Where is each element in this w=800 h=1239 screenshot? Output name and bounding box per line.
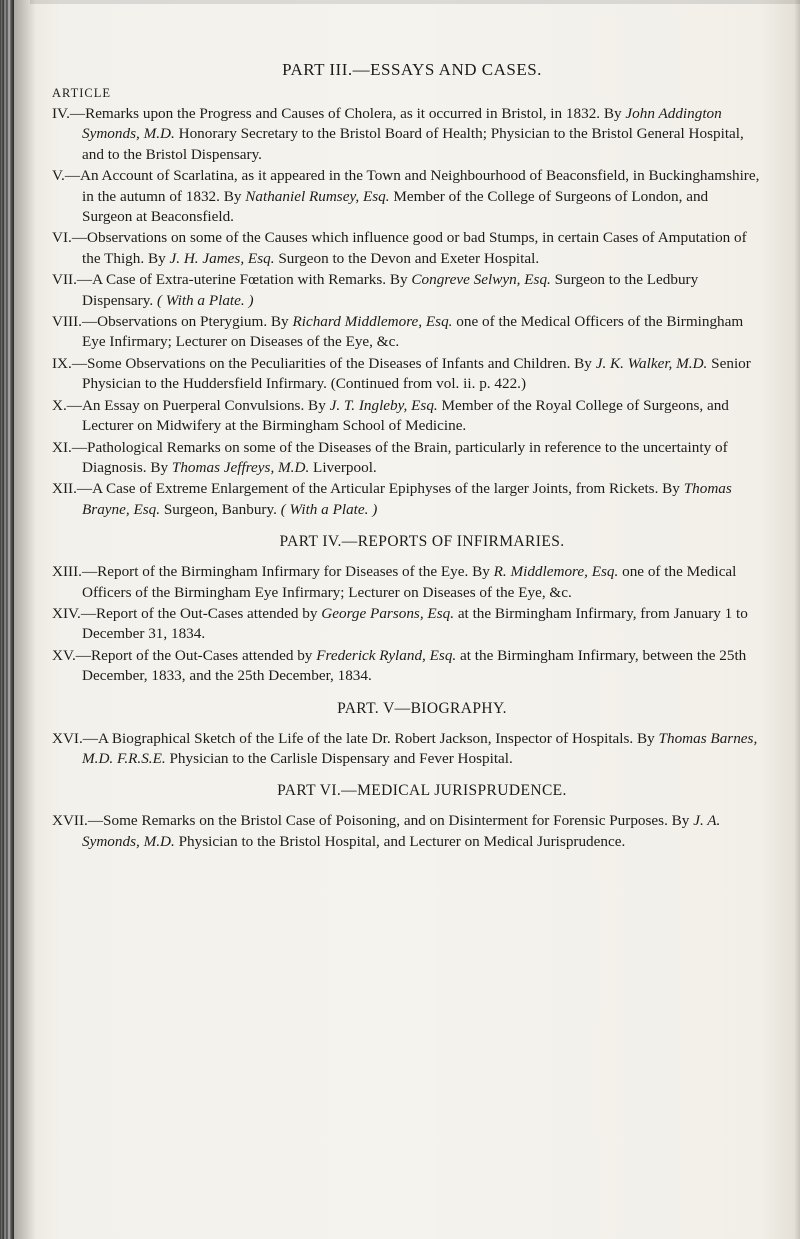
part-vi-heading: PART VI.—MEDICAL JURISPRUDENCE.	[277, 782, 567, 800]
entry-number: X.	[52, 396, 67, 414]
entry-number: VIII.	[52, 313, 82, 331]
gutter-shadow	[14, 0, 36, 1239]
entry-description: —Pathological Remarks on some of the Diseases of the Brain, particularly in reference to the uncertainty of Diagnosis. By	[71, 438, 728, 476]
entry-affiliation: Physician to the Carlisle Dispensary and Fever Hospital.	[165, 749, 513, 767]
entry-affiliation: Surgeon to the Ledbury Dispensary.	[82, 271, 699, 309]
entry-author: J. H. James, Esq.	[169, 249, 275, 267]
entry-number: VI.	[52, 229, 72, 247]
entry-description: —An Account of Scarlatina, as it appeared in the Town and Neighbourhood of Beaconsfield, in Buckinghamshire, in the autumn of 1832. By	[64, 167, 760, 205]
entry-xv	[52, 646, 762, 687]
entry-number: VII.	[52, 271, 77, 289]
entry-number: XVII.	[52, 812, 88, 830]
entry-affiliation: Senior Physician to the Huddersfield Infirmary. (Continued from vol. ii. p. 422.)	[82, 354, 751, 393]
entry-author: J. A. Symonds, M.D.	[82, 812, 721, 850]
entry-affiliation: Honorary Secretary to the Bristol Board of Health; Physician to the Bristol General Hospital, and to the Bristol Dispensary.	[82, 125, 744, 163]
entry-author: Congreve Selwyn, Esq.	[411, 271, 551, 289]
contents-listing	[52, 60, 762, 852]
entry-affiliation: Member of the College of Surgeons of London, and Surgeon at Beaconsfield.	[82, 187, 709, 226]
entry-description: —Observations on Pterygium. By	[81, 313, 293, 331]
entry-description: —Some Observations on the Peculiarities of the Diseases of Infants and Children. By	[71, 354, 596, 372]
entry-vii	[52, 270, 762, 311]
entry-author: Thomas Barnes, M.D. F.R.S.E.	[82, 729, 758, 767]
part-iv-heading: PART IV.—REPORTS OF INFIRMARIES.	[279, 533, 565, 551]
entry-affiliation: one of the Medical Officers of the Birmingham Eye Infirmary; Lecturer on Diseases of the Eye, &c.	[82, 563, 737, 601]
entry-number: IV.	[52, 105, 70, 122]
entry-affiliation: Physician to the Bristol Hospital, and Lecturer on Medical Jurisprudence.	[174, 832, 626, 850]
entry-affiliation: at the Birmingham Infirmary, between the 25th December, 1833, and the 25th December, 1834.	[82, 646, 747, 685]
plate-note: ( With a Plate. )	[156, 291, 254, 309]
right-edge	[794, 0, 800, 1239]
part-iii-heading: PART III.—ESSAYS AND CASES.	[282, 60, 542, 79]
entry-number: XIV.	[52, 604, 81, 622]
entry-affiliation: one of the Medical Officers of the Birmingham Eye Infirmary; Lecturer on Diseases of the Eye, &c.	[82, 313, 744, 351]
entry-description: —A Case of Extra-uterine Fœtation with Remarks. By	[76, 271, 412, 289]
entry-description: —Remarks upon the Progress and Causes of Cholera, as it occurred in Bristol, in 1832. By	[69, 105, 626, 122]
entry-affiliation: at the Birmingham Infirmary, from January 1 to December 31, 1834.	[82, 604, 748, 643]
entry-author: Thomas Brayne, Esq.	[82, 480, 732, 518]
entry-vi	[52, 228, 762, 269]
entry-affiliation: Liverpool.	[309, 458, 377, 476]
entry-author: J. T. Ingleby, Esq.	[329, 396, 438, 414]
part-v-heading: PART. V—BIOGRAPHY.	[337, 699, 507, 717]
entry-author: George Parsons, Esq.	[321, 604, 455, 622]
entry-description: —Observations on some of the Causes which influence good or bad Stumps, in certain Cases of Amputation of the Thigh. By	[71, 229, 747, 267]
entry-number: XVI.	[52, 729, 83, 747]
entry-xiv	[52, 604, 762, 645]
entry-number: V.	[52, 167, 65, 185]
entry-author: Nathaniel Rumsey, Esq.	[245, 187, 390, 205]
entry-xii	[52, 479, 762, 520]
entry-description: —A Case of Extreme Enlargement of the Articular Epiphyses of the larger Joints, from Rickets. By	[76, 480, 684, 498]
entry-affiliation: Member of the Royal College of Surgeons, and Lecturer on Midwifery at the Birmingham School of Medicine.	[82, 396, 729, 435]
entry-number: XII.	[52, 480, 77, 498]
entry-number: XV.	[52, 646, 76, 664]
entry-affiliation: Surgeon to the Devon and Exeter Hospital.	[274, 249, 540, 267]
entry-description: —A Biographical Sketch of the Life of the late Dr. Robert Jackson, Inspector of Hospitals. By	[82, 729, 659, 747]
top-edge	[30, 0, 800, 4]
plate-note: ( With a Plate. )	[280, 500, 378, 518]
entry-description: —Report of the Out-Cases attended by	[80, 604, 322, 622]
entry-viii	[52, 312, 762, 353]
entry-author: Frederick Ryland, Esq.	[316, 646, 457, 664]
article-label: ARTICLE	[52, 86, 112, 100]
entry-author: Richard Middlemore, Esq.	[292, 313, 453, 331]
entry-author: John Addington Symonds, M.D.	[82, 105, 722, 143]
entry-description: —An Essay on Puerperal Convulsions. By	[66, 396, 330, 414]
entry-iv	[52, 104, 762, 165]
entry-x	[52, 396, 762, 437]
entry-description: —Report of the Out-Cases attended by	[75, 646, 317, 664]
entry-xiii	[52, 562, 762, 603]
entry-xvi	[52, 729, 762, 770]
book-binding	[0, 0, 14, 1239]
entry-description: —Report of the Birmingham Infirmary for Diseases of the Eye. By	[81, 563, 494, 581]
entry-number: IX.	[52, 354, 72, 372]
entry-description: —Some Remarks on the Bristol Case of Poisoning, and on Disinterment for Forensic Purposes. By	[87, 812, 694, 830]
entry-affiliation: Surgeon, Banbury.	[160, 500, 281, 518]
entry-ix	[52, 354, 762, 395]
entry-author: Thomas Jeffreys, M.D.	[171, 458, 310, 476]
entry-author: R. Middlemore, Esq.	[493, 563, 619, 581]
entry-number: XI.	[52, 438, 72, 456]
entry-number: XIII.	[52, 563, 82, 581]
entry-xi	[52, 438, 762, 479]
entry-author: J. K. Walker, M.D.	[595, 354, 708, 372]
entry-v	[52, 166, 762, 227]
entry-xvii	[52, 811, 762, 852]
